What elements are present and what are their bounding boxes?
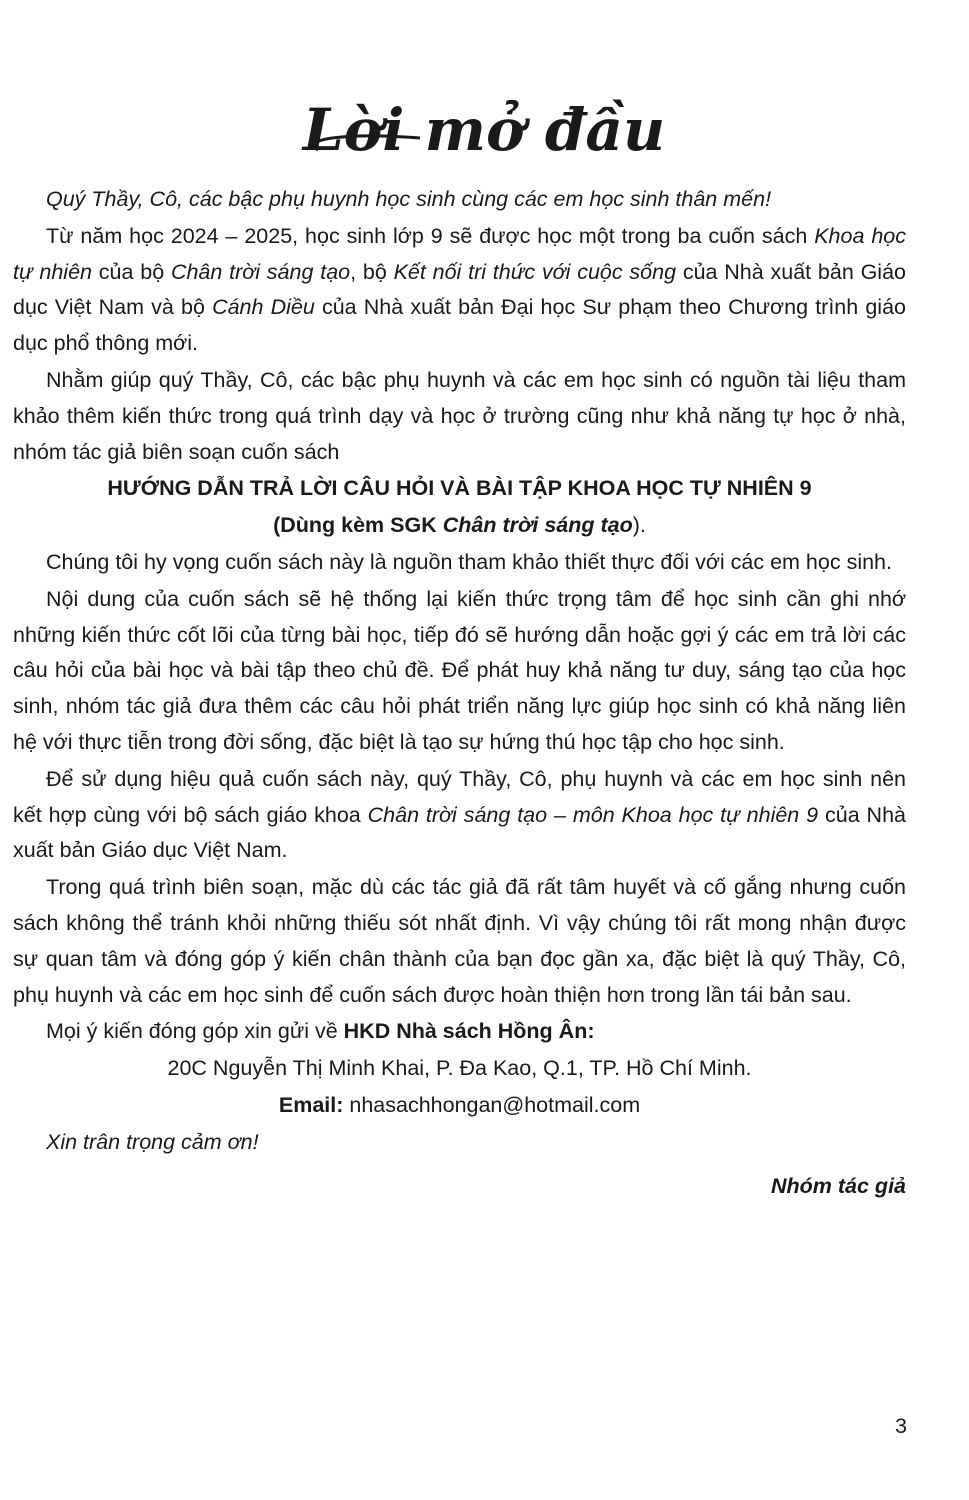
book-title: HƯỚNG DẪN TRẢ LỜI CÂU HỎI VÀ BÀI TẬP KHOA HỌC TỰ NHIÊN 9 <box>107 476 812 501</box>
title-text: Lời mở đầu <box>302 96 666 164</box>
title-calligraphy <box>0 78 969 178</box>
paragraph-4: Nội dung của cuốn sách sẽ hệ thống lại kiến thức trọng tâm để học sinh cần ghi nhớ những kiến thức cốt lõi của từng bài học, tiếp đó sẽ hướng dẫn hoặc gợi ý các em trả lời các câu hỏi của bài học và bài tập theo chủ đề. Để phát huy khả năng tư duy, sáng tạo của học sinh, nhóm tác giả đưa thêm các câu hỏi phát triển năng lực giúp học sinh có khả năng liên hệ với thực tiễn trong đời sống, đặc biệt là tạo sự hứng thú học tập cho học sinh. <box>13 586 906 754</box>
email-value: nhasachhongan@hotmail.com <box>343 1092 641 1117</box>
email-label: Email: <box>278 1092 344 1117</box>
paragraph-6: Trong quá trình biên soạn, mặc dù các tác giả đã rất tâm huyết và cố gắng nhưng cuốn sách không thể tránh khỏi những thiếu sót nhất định. Vì vậy chúng tôi rất mong nhận được sự quan tâm và đóng góp ý kiến chân thành của bạn đọc gần xa, đặc biệt là quý Thầy, Cô, phụ huynh và các em học sinh để cuốn sách được hoàn thiện hơn trong lần tái bản sau. <box>13 875 906 1007</box>
paragraph-5: Để sử dụng hiệu quả cuốn sách này, quý Thầy, Cô, phụ huynh và các em học sinh nên kết hợp cùng với bộ sách giáo khoa Chân trời sáng tạo – môn Khoa học tự nhiên 9 của Nhà xuất bản Giáo dục Việt Nam. <box>13 766 907 863</box>
paragraph-1: Từ năm học 2024 – 2025, học sinh lớp 9 sẽ được học một trong ba cuốn sách Khoa học tự nhiên của bộ Chân trời sáng tạo, bộ Kết nối tri thức với cuộc sống của Nhà xuất bản Giáo dục Việt Nam và bộ Cánh Diều của Nhà xuất bản Đại học Sư phạm theo Chương trình giáo dục phổ thông mới. <box>13 223 906 356</box>
paragraph-3: Chúng tôi hy vọng cuốn sách này là nguồn tham khảo thiết thực đối với các em học sinh. <box>46 549 892 574</box>
address: 20C Nguyễn Thị Minh Khai, P. Đa Kao, Q.1, TP. Hồ Chí Minh. <box>167 1056 752 1081</box>
page-number: 3 <box>895 1414 907 1438</box>
book-subtitle: (Dùng kèm SGK Chân trời sáng tạo). <box>273 513 646 538</box>
signature: Nhóm tác giả <box>771 1173 906 1198</box>
email-line <box>13 1088 906 1124</box>
page-title <box>0 78 969 178</box>
greeting: Quý Thầy, Cô, các bậc phụ huynh học sinh cùng các em học sinh thân mến! <box>46 187 772 211</box>
preface-body <box>13 182 906 1205</box>
thanks: Xin trân trọng cảm ơn! <box>46 1129 259 1154</box>
paragraph-2: Nhằm giúp quý Thầy, Cô, các bậc phụ huynh và các em học sinh có nguồn tài liệu tham khảo thêm kiến thức trong quá trình dạy và học ở trường cũng như khả năng tự học ở nhà, nhóm tác giả biên soạn cuốn sách <box>13 367 906 464</box>
paragraph-7: Mọi ý kiến đóng góp xin gửi về HKD Nhà sách Hồng Ân: <box>46 1019 595 1044</box>
